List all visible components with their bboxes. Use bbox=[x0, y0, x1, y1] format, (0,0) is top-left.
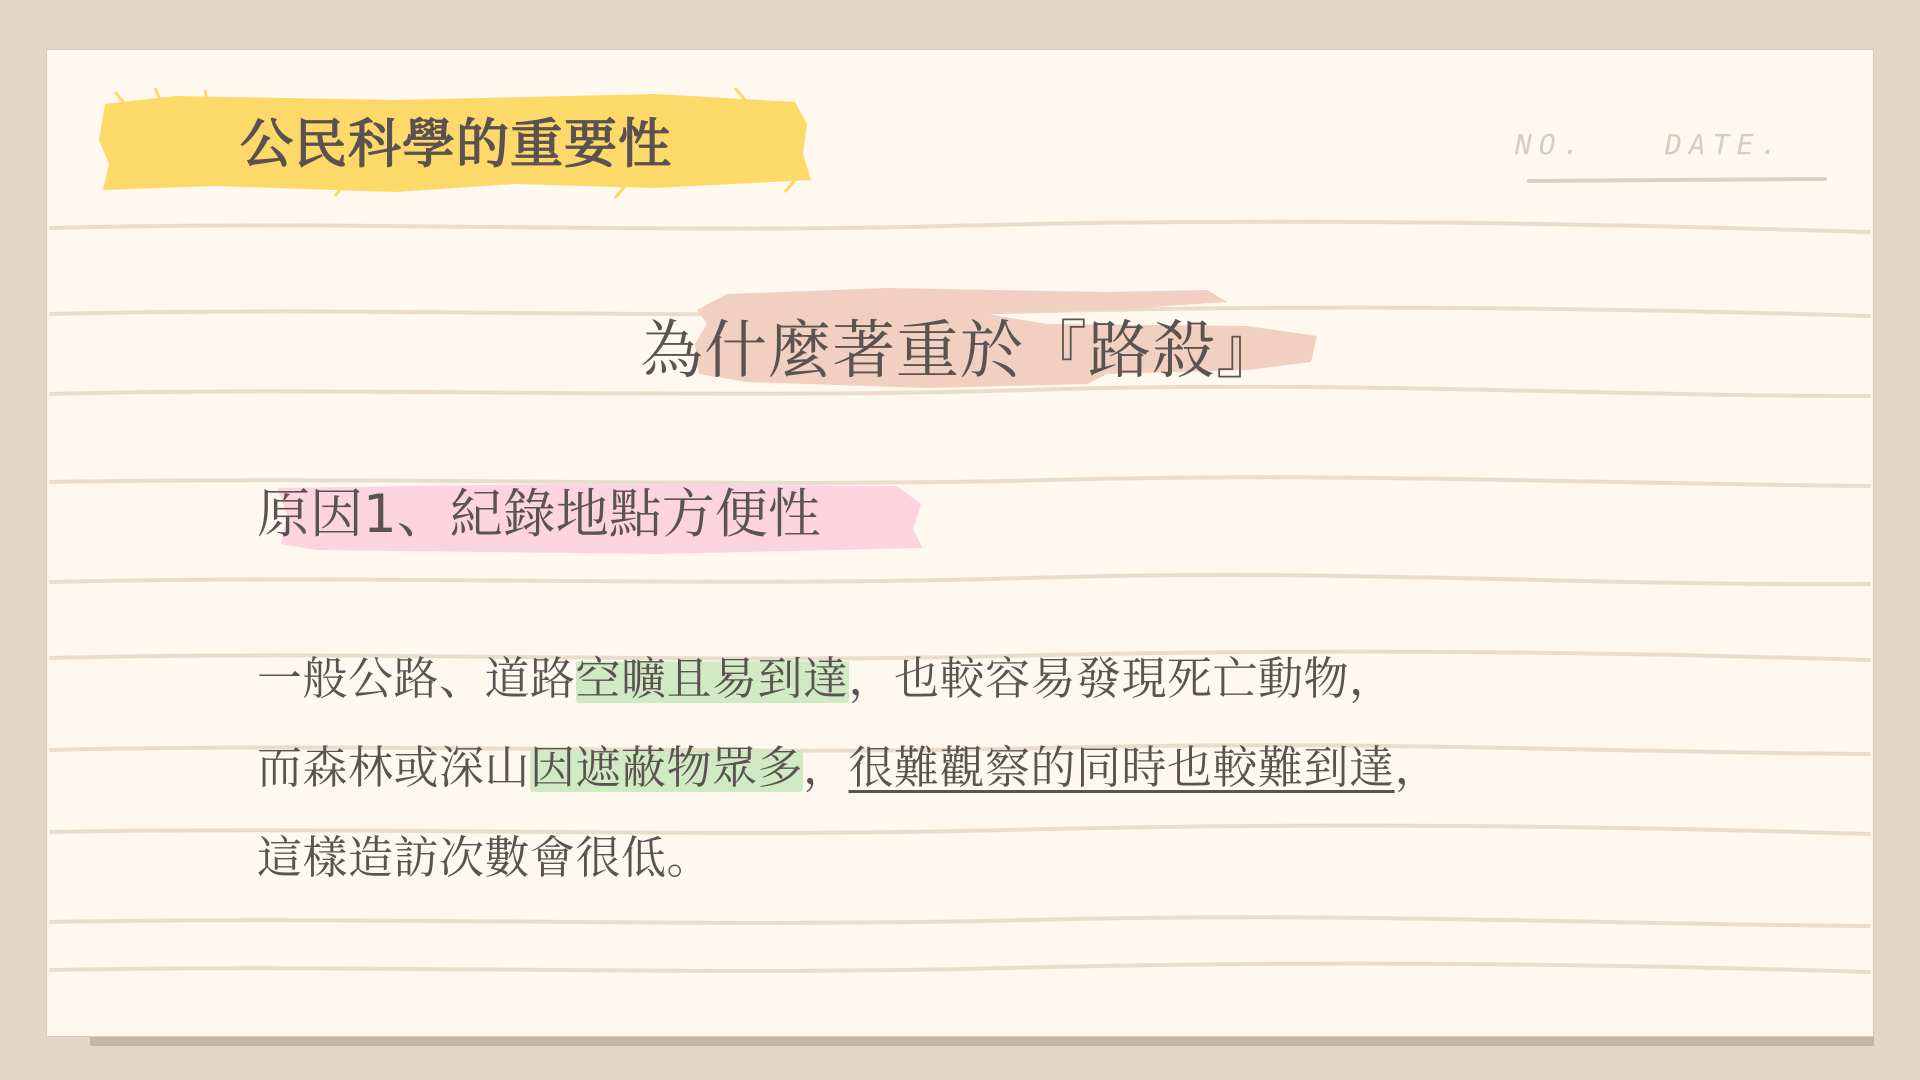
body-line-1 bbox=[257, 642, 1395, 707]
date-rule bbox=[1527, 177, 1827, 183]
reason-title: 原因1、紀錄地點方便性 bbox=[257, 484, 821, 545]
no-date-header bbox=[1465, 90, 1825, 190]
body-line-2 bbox=[257, 731, 1440, 796]
body-line-3 bbox=[257, 821, 712, 886]
body-line-2-comma: ， bbox=[803, 741, 849, 794]
body-line-1-rest: ，也較容易發現死亡動物， bbox=[848, 652, 1395, 705]
underlined-phrase: 很難觀察的同時也較難到達 bbox=[848, 741, 1395, 794]
no-label: NO. bbox=[1515, 128, 1587, 161]
date-label: DATE. bbox=[1665, 128, 1785, 161]
body-line-2-rest: ， bbox=[1394, 741, 1441, 794]
highlighted-phrase: 因遮蔽物眾多 bbox=[530, 741, 804, 794]
body-line-3-text: 這樣造訪次數會很低。 bbox=[257, 831, 713, 884]
body-line-1-text: 一般公路、道路 bbox=[257, 652, 576, 705]
body-line-2-text: 而森林或深山 bbox=[257, 741, 531, 794]
highlighted-phrase: 空曠且易到達 bbox=[575, 652, 849, 705]
page-title: 公民科學的重要性 bbox=[240, 114, 672, 175]
note-paper bbox=[46, 49, 1874, 1037]
subheading: 為什麼著重於『路殺』 bbox=[640, 314, 1280, 387]
